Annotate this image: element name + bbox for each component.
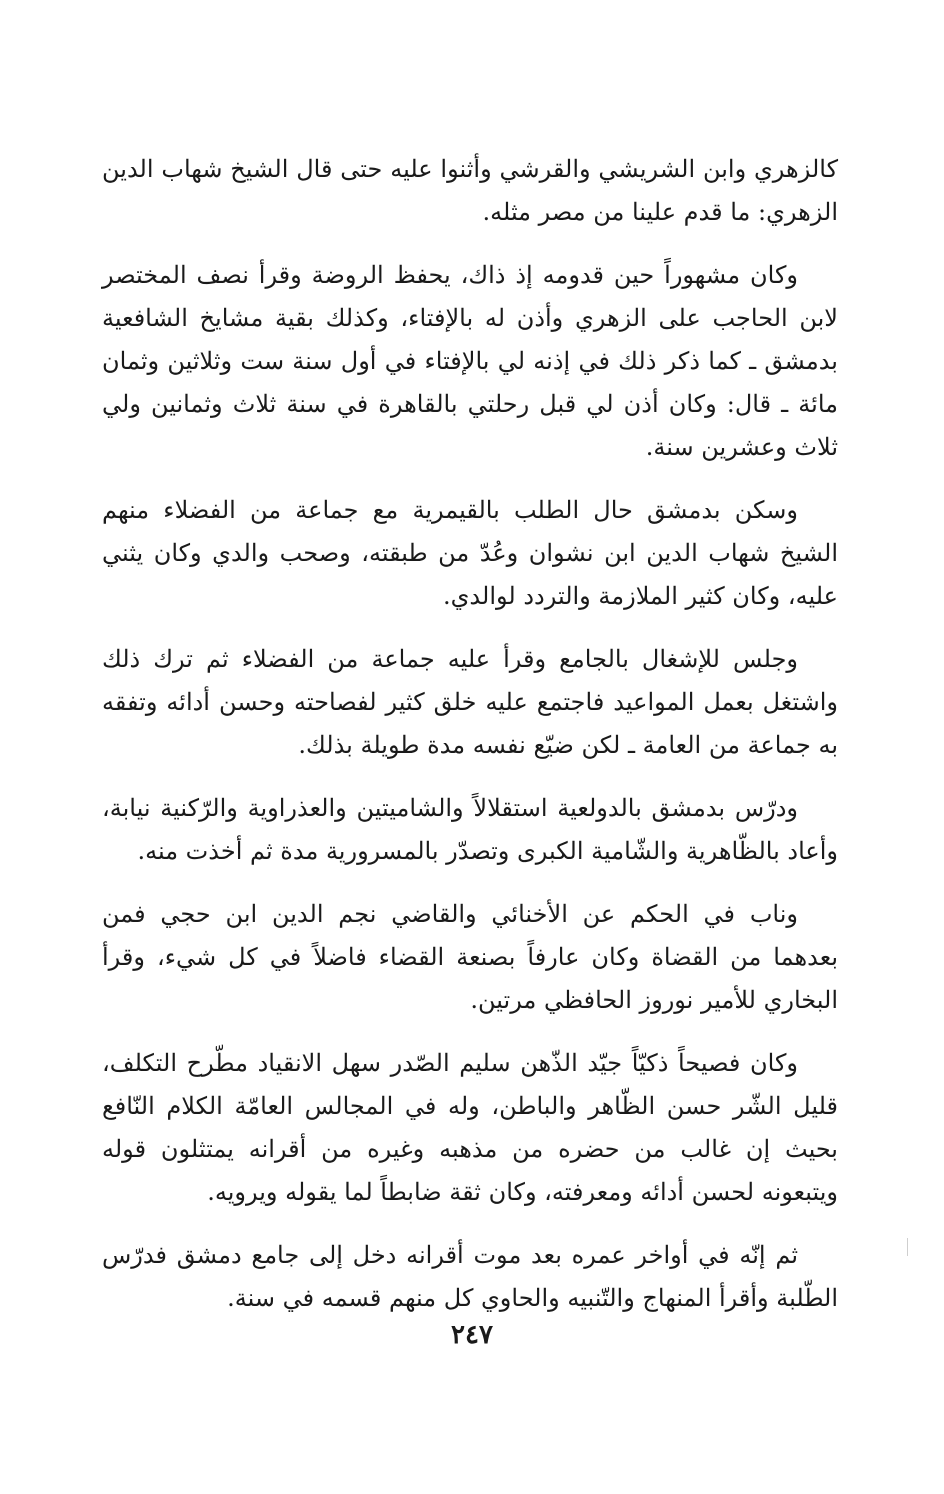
page-edge-mark bbox=[907, 1238, 908, 1256]
paragraph-3: وسكن بدمشق حال الطلب بالقيمرية مع جماعة من الفضلاء منهم الشيخ شهاب الدين ابن نشوان وعُدّ من طبقته، وصحب والدي وكان يثني عليه، وكان كثير الملازمة والتردد لوالدي. bbox=[102, 496, 838, 610]
paragraph-8: ثم إنّه في أواخر عمره بعد موت أقرانه دخل إلى جامع دمشق فدرّس الطّلبة وأقرأ المنهاج والتّنبيه والحاوي كل منهم قسمه في سنة. bbox=[102, 1241, 838, 1312]
paragraph-7: وكان فصيحاً ذكيّاً جيّد الذّهن سليم الصّدر سهل الانقياد مطّرح التكلف، قليل الشّر حسن الظّاهر والباطن، وله في المجالس العامّة الكلام النّافع بحيث إن غالب من حضره من مذهبه وغيره من أقرانه يمتثلون قوله ويتبعونه لحسن أدائه ومعرفته، وكان ثقة ضابطاً لما يقوله ويرويه. bbox=[102, 1049, 838, 1206]
body-text bbox=[102, 148, 838, 1340]
paragraph-4: وجلس للإشغال بالجامع وقرأ عليه جماعة من الفضلاء ثم ترك ذلك واشتغل بعمل المواعيد فاجتمع عليه خلق كثير لفصاحته وحسن أدائه وتفقه به جماعة من العامة ـ لكن ضيّع نفسه مدة طويلة بذلك. bbox=[102, 645, 838, 759]
page-number: ٢٤٧ bbox=[451, 1320, 493, 1350]
paragraph-6: وناب في الحكم عن الأخنائي والقاضي نجم الدين ابن حجي فمن بعدهما من القضاة وكان عارفاً بصنعة القضاء فاضلاً في كل شيء، وقرأ البخاري للأمير نوروز الحافظي مرتين. bbox=[102, 900, 838, 1014]
paragraph-1: كالزهري وابن الشريشي والقرشي وأثنوا عليه حتى قال الشيخ شهاب الدين الزهري: ما قدم علينا من مصر مثله. bbox=[102, 155, 839, 226]
paragraph-2: وكان مشهوراً حين قدومه إذ ذاك، يحفظ الروضة وقرأ نصف المختصر لابن الحاجب على الزهري وأذن له بالإفتاء، وكذلك بقية مشايخ الشافعية بدمشق ـ كما ذكر ذلك في إذنه لي بالإفتاء في أول سنة ست وثلاثين وثمان مائة ـ قال: وكان أذن لي قبل رحلتي بالقاهرة في سنة ثلاث وثمانين ولي ثلاث وعشرين سنة. bbox=[102, 261, 838, 461]
paragraph-5: ودرّس بدمشق بالدولعية استقلالاً والشاميتين والعذراوية والرّكنية نيابة، وأعاد بالظّاهرية والشّامية الكبرى وتصدّر بالمسرورية مدة ثم أخذت منه. bbox=[102, 794, 838, 865]
